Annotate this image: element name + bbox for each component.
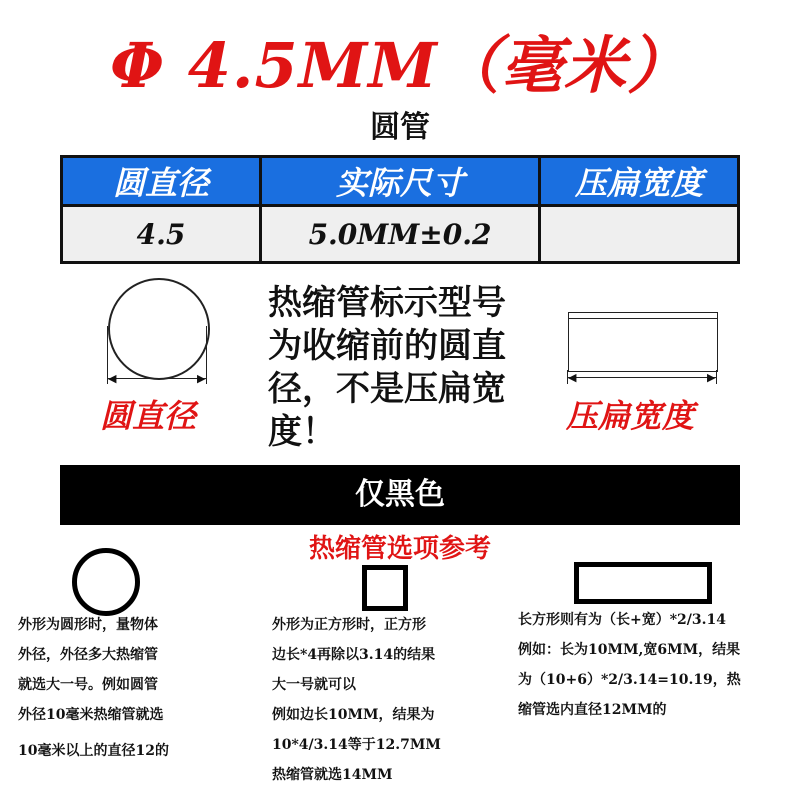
reference-rectangle — [518, 605, 796, 725]
note-line: 热缩管标示型号 — [268, 283, 506, 323]
rect-line: 长方形则有为（长+宽）*2/3.14 — [518, 612, 727, 628]
note-line: 度！ — [268, 412, 336, 452]
note-line: 径，不是压扁宽 — [268, 369, 506, 409]
reference-square — [272, 610, 512, 790]
round-line: 外形为圆形时，量物体 — [18, 617, 158, 633]
color-bar: 仅黑色 — [60, 465, 740, 525]
square-line: 边长*4再除以3.14的结果 — [272, 647, 436, 663]
flat-width-label: 压扁宽度 — [566, 397, 695, 435]
arrow-left-icon: ◀ — [568, 371, 577, 384]
round-line: 10毫米以上的直径12的 — [18, 743, 169, 759]
diameter-arrow — [108, 378, 207, 379]
spec-header-row — [62, 157, 739, 206]
cell-flat-width — [540, 206, 739, 263]
rect-line: 为（10+6）*2/3.14=10.19，热 — [518, 672, 741, 688]
diameter-label: 圆直径 — [100, 397, 197, 435]
diameter-right-tick — [206, 326, 207, 384]
spec-table — [60, 155, 740, 264]
square-icon — [362, 565, 408, 611]
round-line: 外径10毫米热缩管就选 — [18, 707, 164, 723]
cell-actual-size: 5.0MM±0.2 — [261, 206, 540, 263]
cell-diameter: 4.5 — [62, 206, 261, 263]
reference-round — [18, 610, 248, 766]
square-line: 热缩管就选14MM — [272, 767, 393, 783]
reference-title: 热缩管选项参考 — [308, 534, 491, 564]
rectangle-icon — [574, 562, 712, 604]
arrow-right-icon: ▶ — [707, 371, 716, 384]
note-line: 为收缩前的圆直 — [268, 326, 506, 366]
round-line: 就选大一号。例如圆管 — [18, 677, 158, 693]
spec-data-row — [62, 206, 739, 263]
rect-line: 例如：长为10MM,宽6MM，结果 — [518, 642, 741, 658]
flat-width-arrow — [568, 377, 717, 378]
round-line: 外径，外径多大热缩管 — [18, 647, 158, 663]
circle-diagram-icon — [108, 278, 210, 380]
header-actual-size: 实际尺寸 — [261, 157, 540, 206]
product-subtitle: 圆管 — [370, 110, 430, 145]
flattened-tube-icon — [568, 312, 718, 372]
arrow-right-icon: ▶ — [197, 372, 206, 385]
square-line: 外形为正方形时，正方形 — [272, 617, 426, 633]
square-line: 大一号就可以 — [272, 677, 356, 693]
arrow-left-icon: ◀ — [108, 372, 117, 385]
square-line: 10*4/3.14等于12.7MM — [272, 737, 441, 753]
rect-line: 缩管选内直径12MM的 — [518, 702, 667, 718]
header-flat-width: 压扁宽度 — [540, 157, 739, 206]
model-note — [268, 282, 538, 454]
page-title: Φ 4.5MM（毫米） — [110, 29, 690, 102]
header-diameter: 圆直径 — [62, 157, 261, 206]
ring-icon — [72, 548, 140, 616]
square-line: 例如边长10MM，结果为 — [272, 707, 435, 723]
